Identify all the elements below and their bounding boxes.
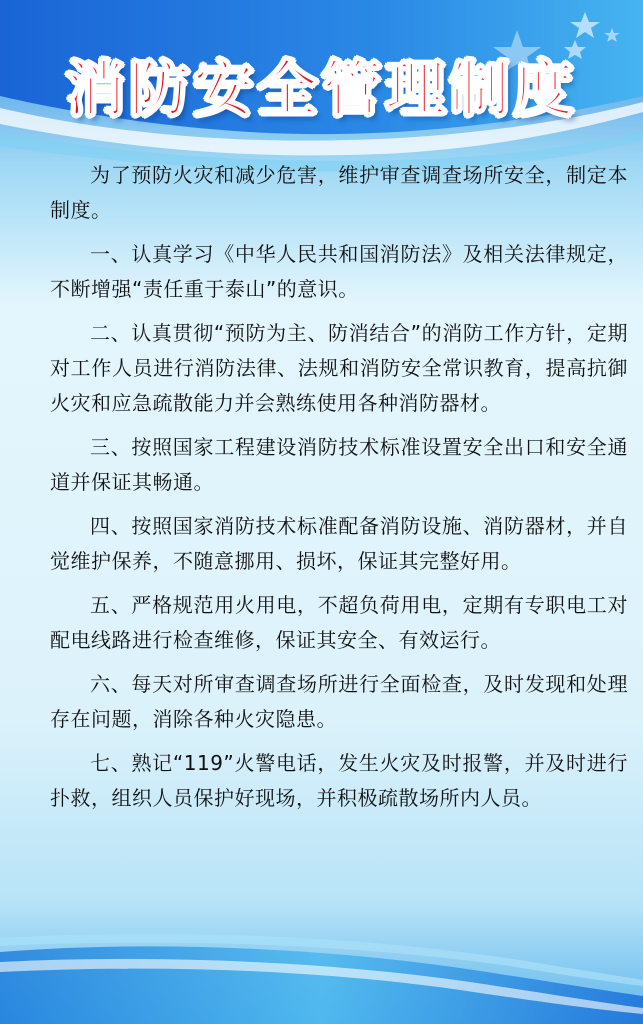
rule-item-3: 三、按照国家工程建设消防技术标准设置安全出口和安全通道并保证其畅通。 — [50, 435, 628, 494]
rule-item-1: 一、认真学习《中华人民共和国消防法》及相关法律规定，不断增强“责任重于泰山”的意识。 — [50, 242, 628, 301]
rule-item-5: 五、严格规范用火用电，不超负荷用电，定期有专职电工对配电线路进行检查维修，保证其安全、有效运行。 — [50, 593, 628, 652]
rule-item-6: 六、每天对所审查调查场所进行全面检查，及时发现和处理存在问题，消除各种火灾隐患。 — [50, 672, 628, 731]
rule-item-2: 二、认真贯彻“预防为主、防消结合”的消防工作方针，定期对工作人员进行消防法律、法规和消防安全常识教育，提高抗御火灾和应急疏散能力并会熟练使用各种消防器材。 — [50, 321, 628, 415]
intro-paragraph: 为了预防火灾和减少危害，维护审查调查场所安全，制定本制度。 — [50, 163, 628, 222]
page-title: 消防安全管理制度 — [65, 55, 578, 125]
rules-body — [50, 158, 628, 825]
rule-item-4: 四、按照国家消防技术标准配备消防设施、消防器材，并自觉维护保养，不随意挪用、损坏，保证其完整好用。 — [50, 514, 628, 573]
rule-item-7: 七、熟记“119”火警电话，发生火灾及时报警，并及时进行扑救，组织人员保护好现场，并积极疏散场所内人员。 — [50, 751, 628, 810]
